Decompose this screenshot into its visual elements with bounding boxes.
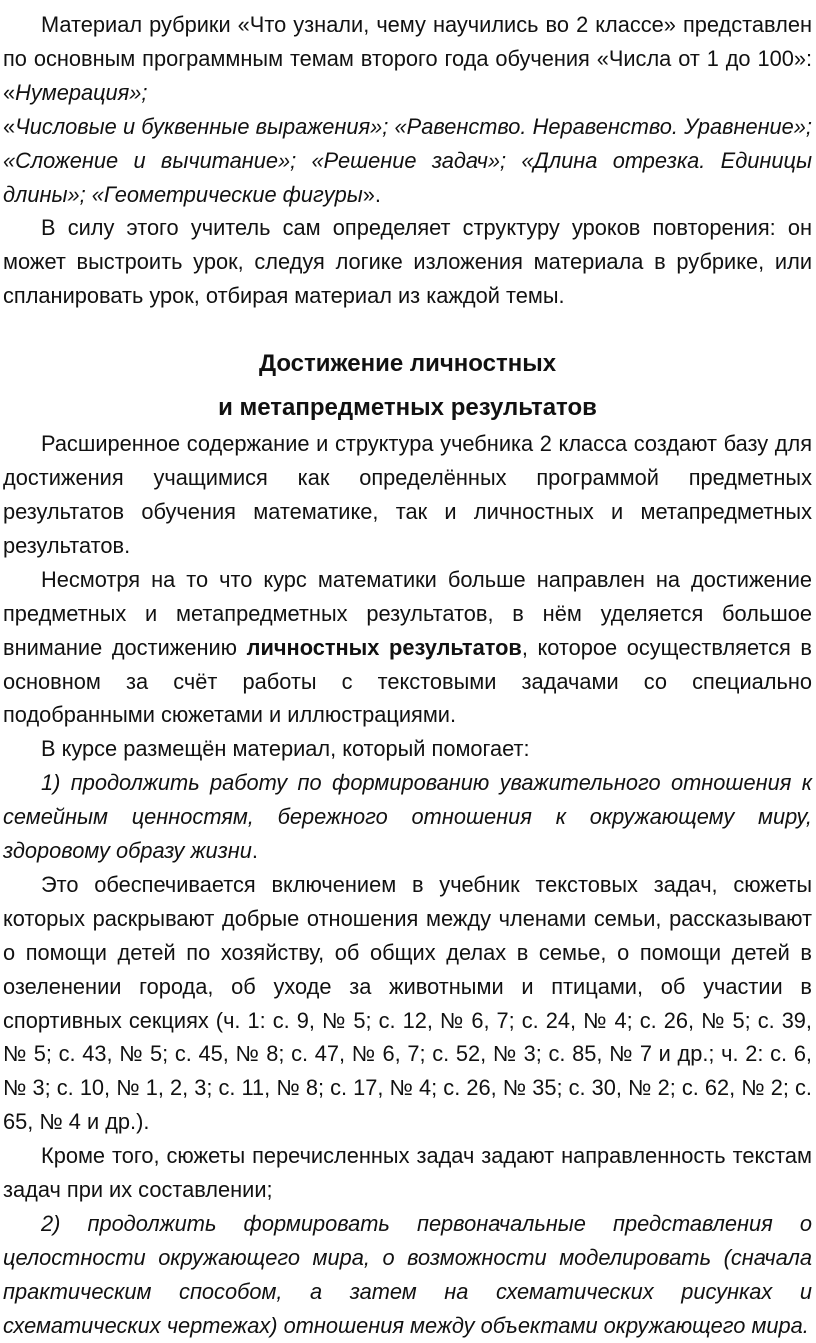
personal-results-bold: личностных результатов <box>246 634 522 660</box>
list-item-1-end: . <box>251 838 258 864</box>
topics-end: ». <box>362 181 381 207</box>
paragraph-extended-content: Расширенное содержание и структура учебника 2 класса создают базу для достижения учащимися как определённых программой предметных результатов обучения математике, так и личностных и метапредметных результатов. <box>3 431 812 558</box>
personal-results-text-b: , которое осуществляется в основном за счёт работы с текстовыми задачами со специально подобранными сюжетами и иллюстрациями. <box>3 634 812 728</box>
list-item-1-text: 1) продолжить работу по формированию уважительного отношения к семейным ценностям, бережного отношения к окружающему миру, здоровому образу жизни <box>3 770 812 864</box>
rubric-intro-text: Материал рубрики «Что узнали, чему научились во 2 классе» представлен по основным программным темам второго года обучения «Числа от 1 до 100»: « <box>3 12 812 105</box>
rubric-topic-numbering: Нумерация»; <box>15 79 148 105</box>
list-item-1 <box>3 766 812 868</box>
quote-open: « <box>3 113 16 139</box>
paragraph-task-direction: Кроме того, сюжеты перечисленных задач задают направленность текстам задач при их составлении; <box>3 1143 812 1203</box>
section-heading-line1: Достижение личностных <box>258 350 557 378</box>
paragraph-task-references: Это обеспечивается включением в учебник текстовых задач, сюжеты которых раскрывают добрые отношения между членами семьи, рассказывают о помощи детей по хозяйству, об общих делах в семье, о помощи детей в озеленении города, об уходе за животными и птицами, об участии в спортивных секциях (ч. 1: с. 9, № 5; с. 12, № 6, 7; с. 24, № 4; с. 26, № 5; с. 39, № 5; с. 43, № 5; с. 45, № 8; с. 47, № 6, 7; с. 52, № 3; с. 85, № 7 и др.; ч. 2: с. 6, № 3; с. 10, № 1, 2, 3; с. 11, № 8; с. 17, № 4; с. 26, № 35; с. 30, № 2; с. 62, № 2; с. 65, № 4 и др.). <box>3 871 812 1135</box>
paragraph-rubric-material <box>3 8 812 110</box>
paragraph-teacher-structure: В силу этого учитель сам определяет структуру уроков повторения: он может выстроить урок, следуя логике изложения материала в рубрике, или спланировать урок, отбирая материал из каждой темы. <box>3 215 812 309</box>
paragraph-course-material: В курсе размещён материал, который помогает: <box>41 736 530 762</box>
paragraph-rubric-topics <box>3 110 812 212</box>
personal-results-text-a: Несмотря на то что курс математики больше направлен на достижение предметных и метапредметных результатов, в нём уделяется большое внимание достижению <box>3 566 812 660</box>
section-heading-line2: и метапредметных результатов <box>218 394 597 422</box>
paragraph-personal-results <box>3 563 812 733</box>
list-item-2: 2) продолжить формировать первоначальные представления о целостности окружающего мира, о возможности моделировать (сначала практическим способом, а затем на схематических рисунках и схематических чертежах) отношения между объектами окружающего мира. <box>3 1211 812 1338</box>
rubric-topics-list: Числовые и буквенные выражения»; «Равенство. Неравенство. Уравнение»; «Сложение и вычитание»; «Решение задач»; «Длина отрезка. Единицы длины»; «Геометрические фигуры <box>3 113 812 207</box>
